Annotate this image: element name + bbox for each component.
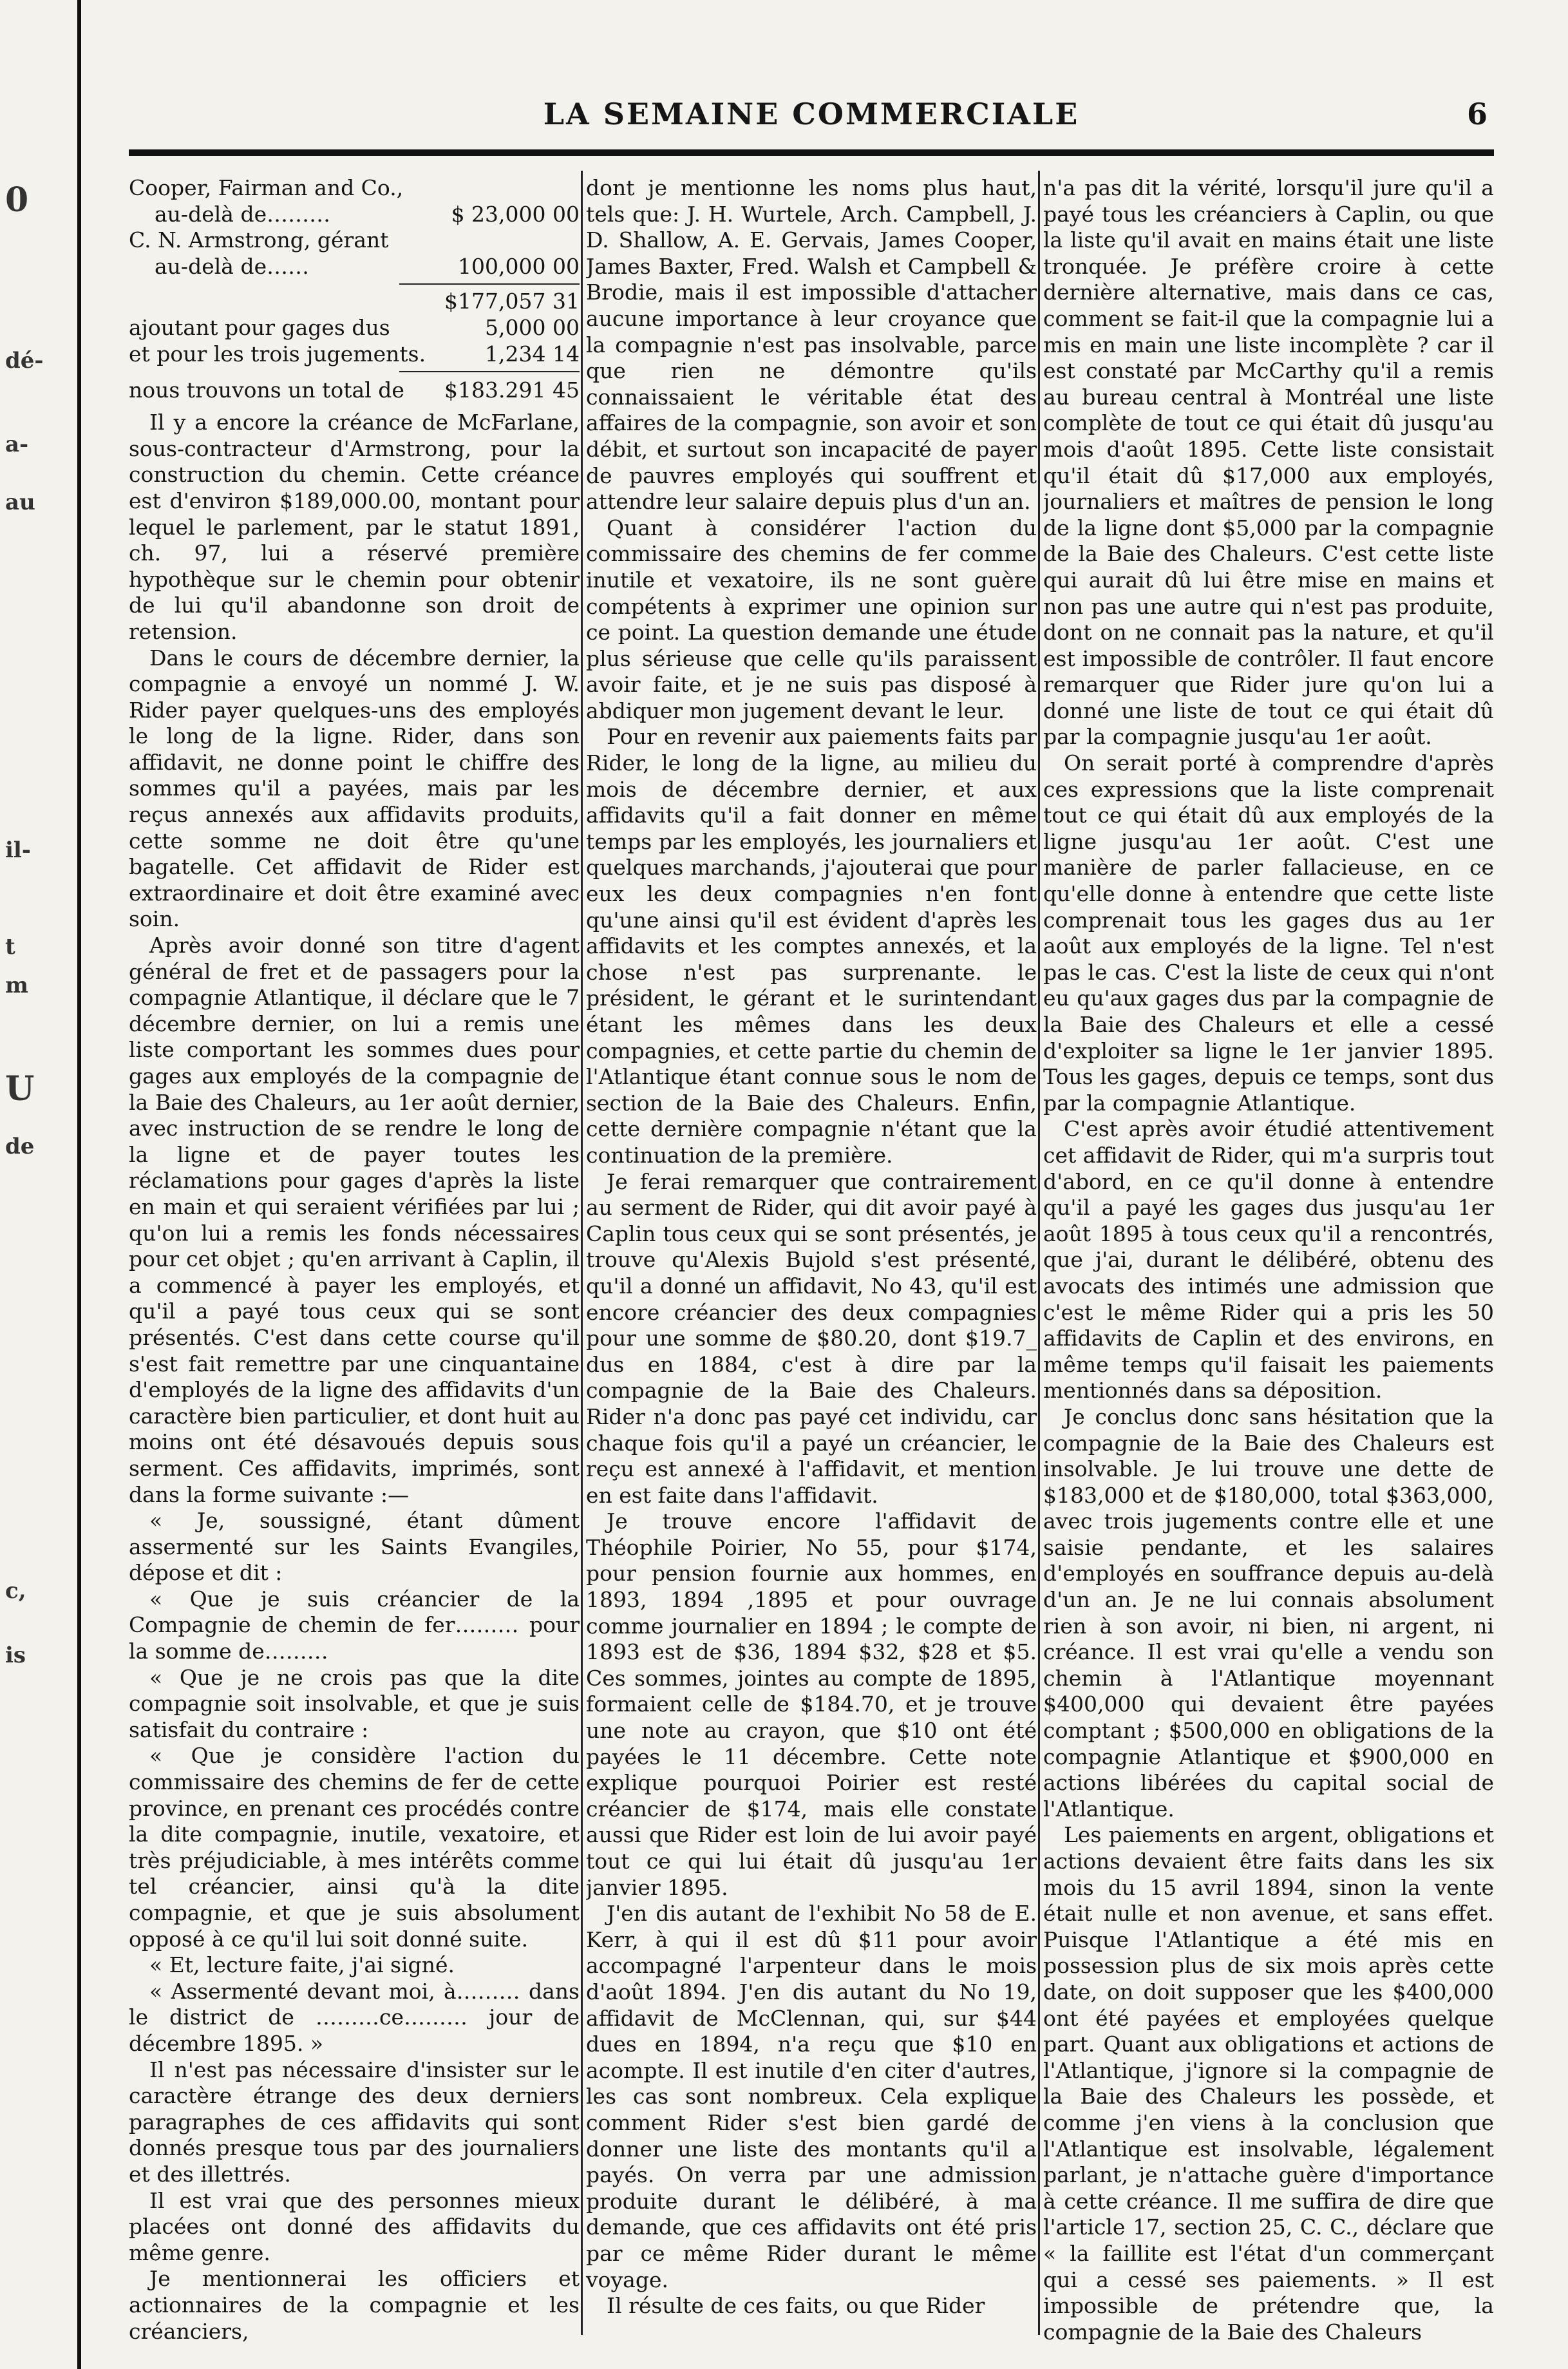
- margin-fragment: dé-: [5, 348, 44, 374]
- sum-rule: [399, 283, 580, 285]
- paragraph: « Et, lecture faite, j'ai signé.: [149, 1952, 455, 1978]
- paragraph: « Que je suis créancier de la Compagnie de chemin de fer……… pour la somme de………: [129, 1586, 580, 1664]
- paragraph: « Que je ne crois pas que la dite compagnie soit insolvable, et que je suis satisfait du contraire :: [129, 1664, 580, 1742]
- paragraph: Il n'est pas nécessaire d'insister sur le caractère étrange des deux derniers paragraphes de ces affidavits qui sont donnés presque tous par des journaliers et des illettrés.: [129, 2057, 580, 2187]
- subtotal-line: $177,057 31: [444, 289, 580, 314]
- paragraph: C'est après avoir étudié attentivement cet affidavit de Rider, qui m'a surpris tout d'abord, en ce qu'il donne à entendre qu'il a payé les gages dus jusqu'au 1er août 1895 à tous ceux qu'il a rencontrés, que j'ai, durant le délibéré, obtenu des avocats des intimés une admission que c'est le même Rider qui a pris les 50 affidavits de Caplin et des environs, en même temps qu'il faisait les paiements mentionnés dans sa déposition.: [1043, 1116, 1494, 1403]
- sum-rule: [399, 371, 580, 372]
- page-title: LA SEMAINE COMMERCIALE: [543, 97, 1080, 131]
- addition-line: et pour les trois jugements. 1,234 14: [129, 341, 580, 366]
- column-divider: [1038, 171, 1040, 2335]
- total-line: nous trouvons un total de $183.291 45: [129, 377, 580, 403]
- page-header: [129, 97, 1494, 142]
- margin-fragment: U: [5, 1069, 35, 1108]
- paragraph: Je mentionnerai les officiers et actionnaires de la compagnie et les créanciers,: [129, 2266, 580, 2344]
- paragraph: n'a pas dit la vérité, lorsqu'il jure qu'il a payé tous les créanciers à Caplin, ou que la liste qu'il avait en mains était une liste tronquée. Je préfère croire à cette dernière alternative, mais dans ce cas, comment se fait-il que la compagnie lui a mis en main une liste incomplète ? car il est constaté par McCarthy qu'il a remis au bureau central à Montréal une liste complète de tout ce qui était dû jusqu'au mois d'août 1895. Cette liste consistait qu'il était dû $17,000 aux employés, journaliers et maîtres de pension le long de la ligne dont $5,000 par la compagnie de la Baie des Chaleurs. C'est cette liste qui aurait dû lui être mise en mains et non pas une autre qui n'est pas produite, dont on ne connait pas la nature, et qu'il est impossible de contrôler. Il faut encore remarquer que Rider jure qu'on lui a donné une liste de tout ce qui était dû par la compagnie jusqu'au 1er août.: [1043, 175, 1494, 750]
- margin-fragment: m: [5, 973, 28, 998]
- paragraph: Les paiements en argent, obligations et actions devaient être faits dans les six mois du 15 avril 1894, sinon la vente était nulle et non avenue, et sans effet. Puisque l'Atlantique a été mis en possession plus de six mois après cette date, on doit supposer que les $400,000 ont été payées et employées quelque part. Quant aux obligations et actions de l'Atlantique, j'ignore si la compagnie de la Baie des Chaleurs les possède, et comme j'en viens à la conclusion que l'Atlantique est insolvable, légalement parlant, je n'attache guère d'importance à cette créance. Il me suffira de dire que l'article 17, section 25, C. C., déclare que « la faillite est l'état d'un commerçant qui a cessé ses paiements. » Il est impossible de prétendre que, la compagnie de la Baie des Chaleurs: [1043, 1822, 1494, 2345]
- margin-fragment: c,: [5, 1578, 26, 1604]
- column-middle: [586, 175, 1037, 2346]
- paragraph: Je trouve encore l'affidavit de Théophile Poirier, No 55, pour $174, pour pension fournie aux hommes, en 1893, 1894 ,1895 et pour ouvrage comme journalier en 1894 ; le compte de 1893 est de $36, 1894 $32, $28 et $5. Ces sommes, jointes au compte de 1895, formaient celle de $184.70, et je trouve une note au crayon, que $10 ont été payées le 11 décembre. Cette note explique pourquoi Poirier est resté créancier de $174, mais elle constate aussi que Rider est loin de lui avoir payé tout ce qui lui était dû jusqu'au 1er janvier 1895.: [586, 1508, 1037, 1900]
- margin-fragment: il-: [5, 837, 31, 863]
- paragraph: Quant à considérer l'action du commissaire des chemins de fer comme inutile et vexatoire, ils ne sont guère compétents à exprimer une opinion sur ce point. La question demande une étude plus sérieuse que celle qu'ils paraissent avoir faite, et je ne suis pas disposé à abdiquer mon jugement devant le leur.: [586, 515, 1037, 723]
- column-left: [129, 175, 580, 2346]
- margin-fragment: au: [5, 490, 35, 515]
- margin-fragment: de: [5, 1134, 35, 1159]
- paragraph: « Assermenté devant moi, à……… dans le district de ………ce……… jour de décembre 1895. »: [129, 1978, 580, 2056]
- paragraph: Je conclus donc sans hésitation que la compagnie de la Baie des Chaleurs est insolvable. Je lui trouve une dette de $183,000 et de $180,000, total $363,000, avec trois jugements contre elle et une saisie pendante, et les salaires d'employés en souffrance depuis au-delà d'un an. Je ne lui connais absolument rien à son avoir, ni bien, ni argent, ni créance. Il est vrai qu'elle a vendu son chemin à l'Atlantique moyennant $400,000 qui devaient être payées comptant ; $500,000 en obligations de la compagnie Atlantique et $900,000 en actions libérées du capital social de l'Atlantique.: [1043, 1403, 1494, 1822]
- paragraph: Je ferai remarquer que contrairement au serment de Rider, qui dit avoir payé à Caplin tous ceux qui se sont présentés, je trouve qu'Alexis Bujold s'est présenté, qu'il a donné un affidavit, No 43, qu'il est encore créancier des deux compagnies pour une somme de $80.20, dont $19.7_ dus en 1884, c'est à dire par la compagnie de la Baie des Chaleurs. Rider n'a donc pas payé cet individu, car chaque fois qu'il a payé un créancier, le reçu est annexé à l'affidavit, et mention en est faite dans l'affidavit.: [586, 1168, 1037, 1508]
- account-line: C. N. Armstrong, gérant: [129, 227, 389, 253]
- margin-fragment: a-: [5, 432, 29, 457]
- paragraph: Dans le cours de décembre dernier, la compagnie a envoyé un nommé J. W. Rider payer quelques-uns des employés le long de la ligne. Rider, dans son affidavit, ne donne point le chiffre des sommes qu'il a payées, mais par les reçus annexés aux affidavits produits, cette somme ne doit être qu'une bagatelle. Cet affidavit de Rider est extraordinaire et doit être examiné avec soin.: [129, 645, 580, 932]
- margin-fragment: t: [5, 934, 15, 960]
- margin-fragment: 0: [5, 180, 29, 220]
- paragraph: Il résulte de ces faits, ou que Rider: [607, 2293, 985, 2319]
- account-line: Cooper, Fairman and Co.,: [129, 175, 404, 200]
- left-margin-strip: [0, 0, 81, 2369]
- paragraph: Après avoir donné son titre d'agent général de fret et de passagers pour la compagnie Atlantique, il déclare que le 7 décembre dernier, on lui a remis une liste comportant les sommes dues pour gages aux employés de la compagnie de la Baie des Chaleurs, au 1er août dernier, avec instruction de se rendre le long de la ligne et de payer toutes les réclamations pour gages d'après la liste en main et qui seraient vérifiées par lui ; qu'on lui a remis les fonds nécessaires pour cet objet ; qu'en arrivant à Caplin, il a commencé à payer les employés, et qu'il a payé tous ceux qui se sont présentés. C'est dans cette course qu'il s'est fait remettre par une cinquantaine d'employés de la ligne des affidavits d'un caractère bien particulier, et dont huit au moins ont été désavoués depuis sous serment. Ces affidavits, imprimés, sont dans la forme suivante :—: [129, 933, 580, 1507]
- accounts-block: [129, 175, 580, 372]
- paragraph: « Je, soussigné, étant dûment assermenté sur les Saints Evangiles, dépose et dit :: [129, 1508, 580, 1586]
- column-divider: [581, 171, 583, 2335]
- account-line: au-delà de……… $ 23,000 00: [155, 201, 580, 227]
- column-right: [1043, 175, 1494, 2346]
- page-number: 6: [1466, 97, 1488, 131]
- account-line: au-delà de…… 100,000 00: [155, 253, 580, 279]
- paragraph: Pour en revenir aux paiements faits par Rider, le long de la ligne, au milieu du mois de décembre dernier, et aux affidavits qu'il a fait donner en même temps par les employés, les journaliers et quelques marchands, j'ajouterai que pour eux les deux compagnies n'en font qu'une ainsi qu'il est évident d'après les affidavits et les comptes annexés, et la chose n'est pas surprenante. le président, le gérant et le surintendant étant les mêmes dans les deux compagnies, et cette partie du chemin de l'Atlantique étant connue sous le nom de section de la Baie des Chaleurs. Enfin, cette dernière compagnie n'étant que la continuation de la première.: [586, 724, 1037, 1168]
- paragraph: Il est vrai que des personnes mieux placées ont donné des affidavits du même genre.: [129, 2187, 580, 2265]
- margin-fragment: is: [5, 1642, 26, 1668]
- paragraph: Il y a encore la créance de McFarlane, sous-contracteur d'Armstrong, pour la construction du chemin. Cette créance est d'environ $189,000.00, montant pour lequel le parlement, par le statut 1891, ch. 97, lui a réservé première hypothèque sur le chemin pour obtenir de lui qu'il abandonne son droit de retension.: [129, 410, 580, 644]
- paragraph: On serait porté à comprendre d'après ces expressions que la liste comprenait tout ce qui était dû aux employés de la ligne jusqu'au 1er août. C'est une manière de parler fallacieuse, en ce qu'elle donne à entendre que cette liste comprenait tous les gages dus au 1er août aux employés de la ligne. Tel n'est pas le cas. C'est la liste de ceux qui n'ont eu qu'aux gages dus par la compagnie de la Baie des Chaleurs et elle a cessé d'exploiter sa ligne le 1er janvier 1895. Tous les gages, depuis ce temps, sont dus par la compagnie Atlantique.: [1043, 750, 1494, 1116]
- addition-line: ajoutant pour gages dus 5,000 00: [129, 314, 580, 340]
- paragraph: J'en dis autant de l'exhibit No 58 de E. Kerr, à qui il est dû $11 pour avoir accompagné l'arpenteur dans le mois d'août 1894. J'en dis autant du No 19, affidavit de McClennan, qui, sur $44 dues en 1894, n'a reçu que $10 en acompte. Il est inutile d'en citer d'autres, les cas sont nombreux. Cela explique comment Rider s'est bien gardé de donner une liste des montants qu'il a payés. On verra par une admission produite durant le délibéré, à ma demande, que ces affidavits ont été pris par ce même Rider durant le même voyage.: [586, 1901, 1037, 2292]
- paragraph: dont je mentionne les noms plus haut, tels que: J. H. Wurtele, Arch. Campbell, J. D. Shallow, A. E. Gervais, James Cooper, James Baxter, Fred. Walsh et Campbell & Brodie, mais il est impossible d'attacher aucune importance à leur croyance que la compagnie n'est pas insolvable, parce que rien ne démontre qu'ils connaissaient le véritable état des affaires de la compagnie, son avoir et son débit, et surtout son incapacité de payer de pauvres employés qui souffrent et attendre leur salaire depuis plus d'un an.: [586, 175, 1037, 515]
- paragraph: « Que je considère l'action du commissaire des chemins de fer de cette province, en prenant ces procédés contre la dite compagnie, inutile, vexatoire, et très préjudiciable, à mes intérêts comme tel créancier, ainsi qu'à la dite compagnie, et que je suis absolument opposé à ce qu'il lui soit donné suite.: [129, 1743, 580, 1952]
- header-rule: [129, 149, 1494, 156]
